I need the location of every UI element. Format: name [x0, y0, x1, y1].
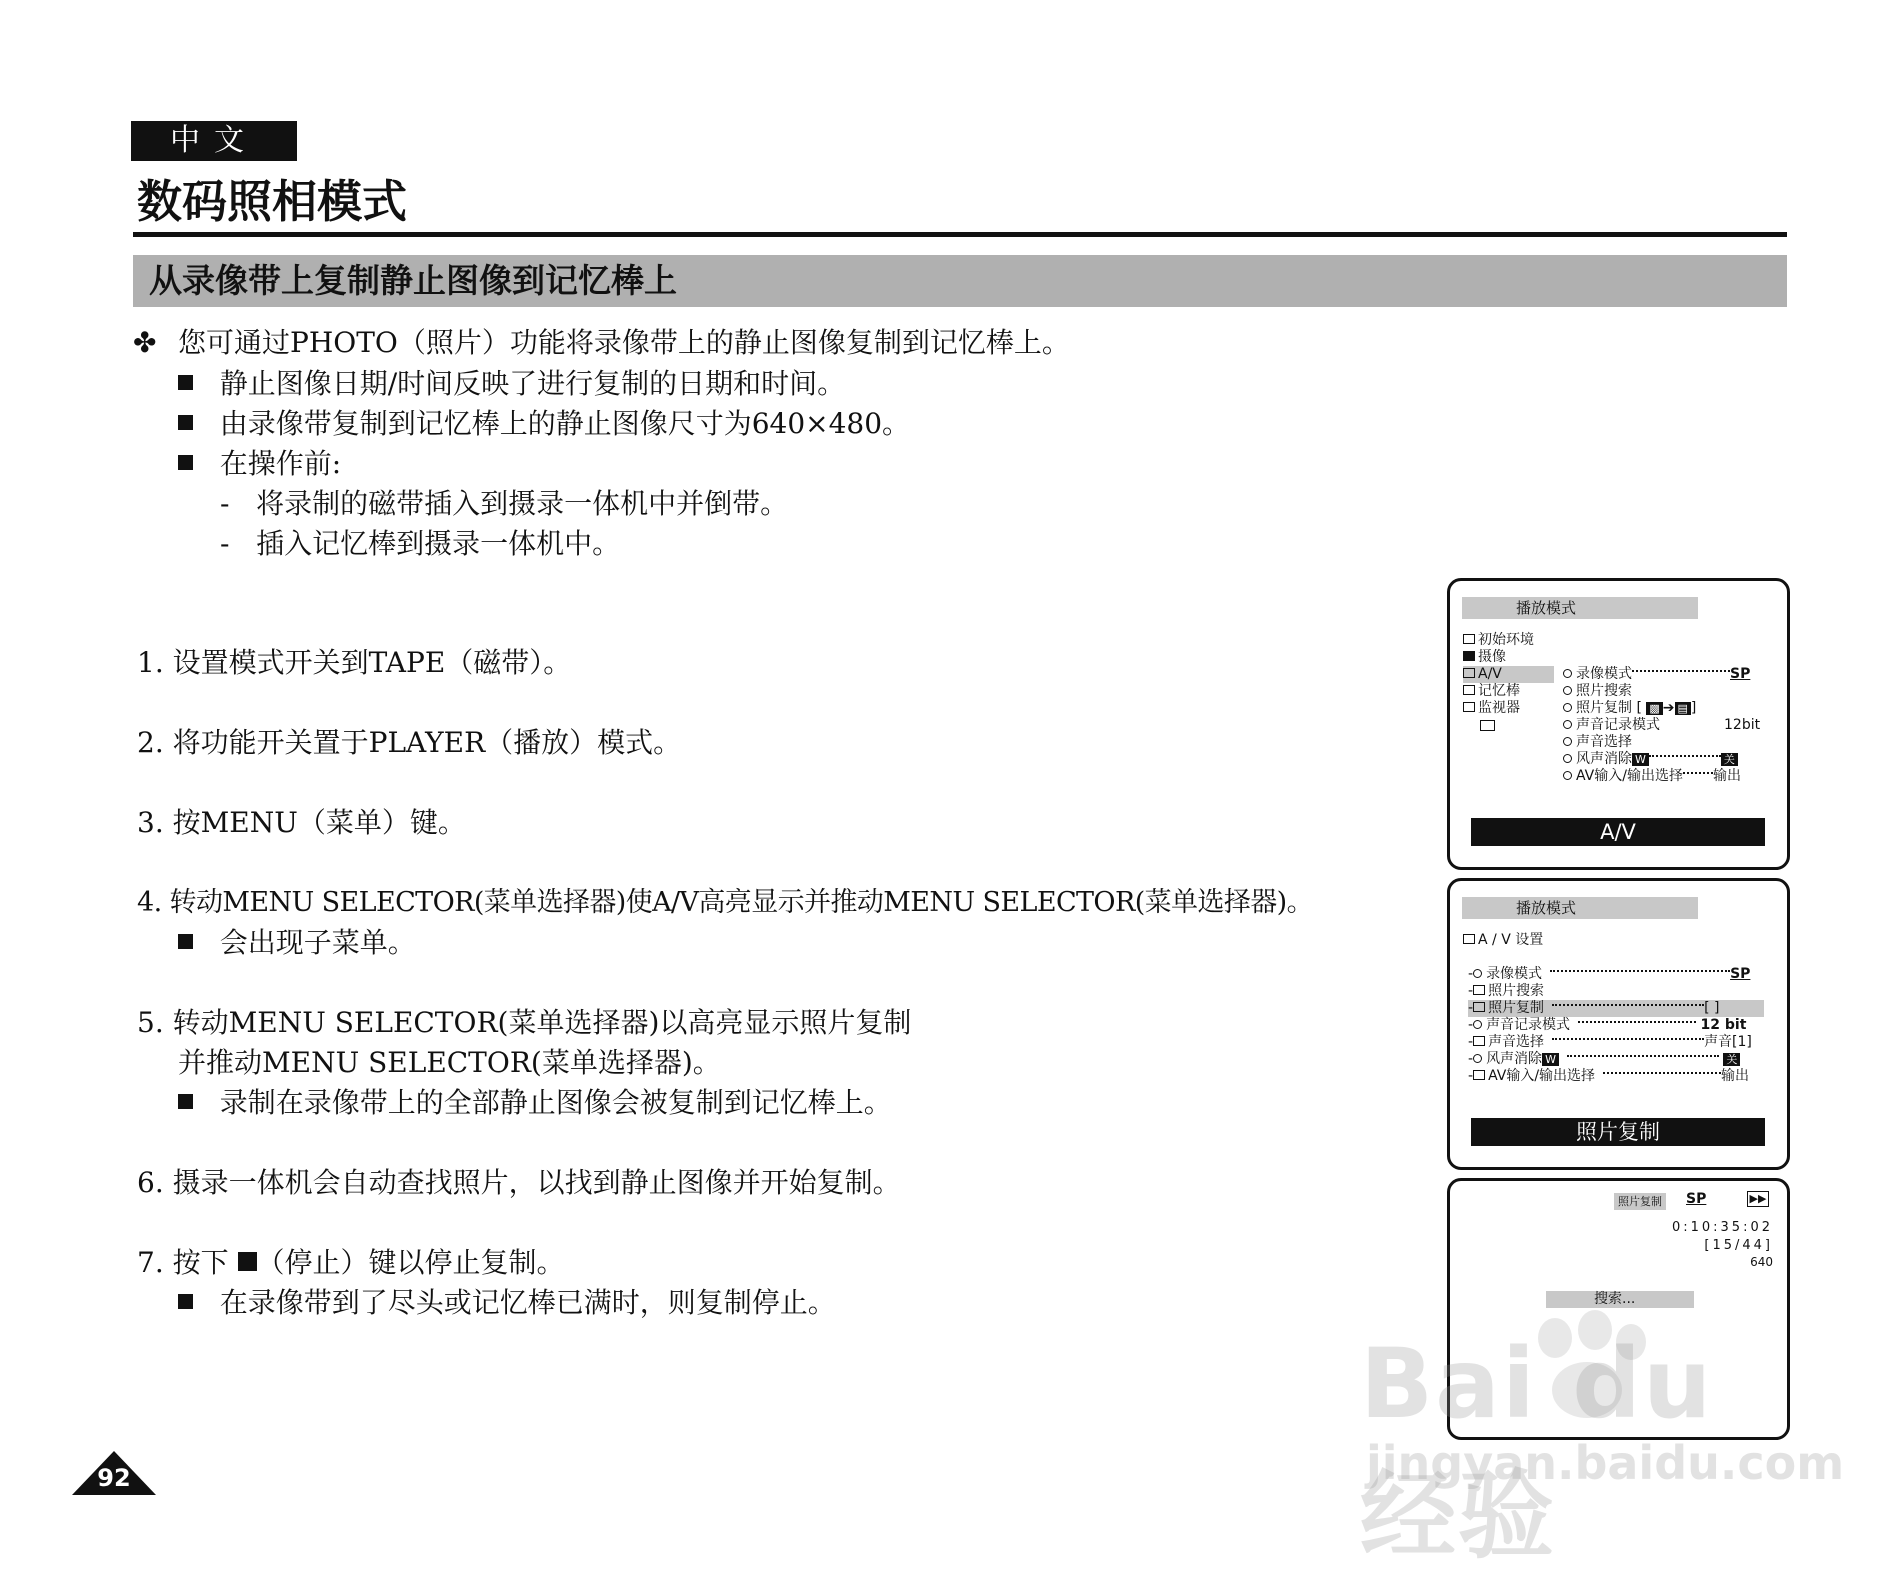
bullet-circle-icon [1473, 1054, 1482, 1063]
page-number: 92 [97, 1464, 131, 1492]
sub-item: 照片复制 [ ▩ ➔ ▤ ] [1563, 700, 1696, 717]
step-4: 4. 转动MENU SELECTOR(菜单选择器)使A/V高亮显示并推动MENU SELECTOR(菜单选择器)。 [137, 887, 1313, 918]
screen-footer: 照片复制 [1471, 1118, 1765, 1146]
step-5: 5. 转动MENU SELECTOR(菜单选择器)以高亮显示照片复制 [137, 1006, 912, 1039]
tape-mode: SP [1686, 1191, 1707, 1207]
menu-item-selected: A/V [1463, 666, 1554, 683]
intro-sub-item: - 将录制的磁带插入到摄录一体机中并倒带。 [220, 487, 789, 520]
folder-icon [1463, 668, 1475, 678]
intro-bullet: 静止图像日期/时间反映了进行复制的日期和时间。 [178, 364, 845, 404]
menu-item: 记忆棒 [1463, 683, 1520, 700]
step-7-note: 在录像带到了尽头或记忆棒已满时，则复制停止。 [178, 1283, 836, 1323]
step-5-note: 录制在录像带上的全部静止图像会被复制到记忆棒上。 [178, 1083, 892, 1123]
folder-icon [1463, 934, 1475, 944]
intro-sub-item: - 插入记忆棒到摄录一体机中。 [220, 527, 621, 560]
section-title: 从录像带上复制静止图像到记忆棒上 [149, 261, 677, 300]
bullet-circle-icon [1563, 686, 1572, 695]
photo-copy-tag: 照片复制 [1614, 1193, 1666, 1210]
folder-icon [1473, 1002, 1485, 1012]
sub-item: - 声音记录模式 12 bit [1468, 1017, 1747, 1033]
step-1: 1. 设置模式开关到TAPE（磁带）。 [137, 646, 572, 679]
folder-icon [1473, 1070, 1485, 1080]
menu-item: 摄像 [1463, 649, 1506, 666]
intro-bullet: 在操作前: [178, 444, 341, 484]
page-title: 数码照相模式 [137, 175, 408, 228]
square-bullet-icon [178, 455, 193, 470]
baidu-watermark [1360, 1318, 1845, 1572]
step-5-line2: 并推动MENU SELECTOR(菜单选择器)。 [178, 1046, 721, 1079]
screen-header: 播放模式 [1462, 897, 1698, 919]
sub-item: - 照片搜索 [1468, 983, 1545, 999]
fast-forward-icon: ▶▶ [1747, 1191, 1769, 1207]
section-bar [133, 255, 1787, 307]
bullet-circle-icon [1563, 737, 1572, 746]
square-bullet-icon [178, 1094, 193, 1109]
folder-icon [1473, 1036, 1485, 1046]
sub-item: 声音记录模式 [1563, 717, 1660, 734]
wind-icon: W [1632, 753, 1649, 766]
wind-icon: W [1542, 1053, 1559, 1066]
sub-item: - AV输入/输出选择 输出 [1468, 1068, 1750, 1084]
folder-icon [1463, 702, 1475, 712]
menu-screen-av [1447, 578, 1790, 870]
memory-stick-icon: ▤ [1675, 702, 1691, 715]
clover-icon: ✤ [133, 326, 157, 359]
title-divider [133, 232, 1787, 237]
sub-item: - 录像模式 SP [1468, 966, 1751, 982]
sub-item: 照片搜索 [1563, 683, 1632, 700]
photo-counter: [15/44] [1704, 1238, 1773, 1253]
bullet-circle-icon [1563, 703, 1572, 712]
step-2: 2. 将功能开关置于PLAYER（播放）模式。 [137, 726, 682, 759]
sub-item: - 声音选择 声音[1] [1468, 1034, 1752, 1050]
watermark-url: jingyan.baidu.com [1366, 1436, 1845, 1490]
menu-item: 初始环境 [1463, 632, 1534, 649]
sub-item: 风声消除 W 关 [1563, 751, 1738, 768]
step-3: 3. 按MENU（菜单）键。 [137, 806, 466, 839]
watermark-brand: Bai du 经验 [1360, 1328, 1714, 1572]
bullet-circle-icon [1473, 969, 1482, 978]
bullet-circle-icon [1563, 669, 1572, 678]
sub-item-selected: - 照片复制 [ ] [1468, 1000, 1764, 1017]
sub-item: AV输入/输出选择 输出 [1563, 768, 1741, 785]
square-bullet-icon [178, 934, 193, 949]
square-bullet-icon [178, 415, 193, 430]
menu-screen-photo-copy [1447, 878, 1790, 1170]
timecode: 0:10:35:02 [1671, 1220, 1773, 1235]
off-badge: 关 [1721, 753, 1738, 766]
bullet-circle-icon [1563, 720, 1572, 729]
stop-square-icon [238, 1252, 257, 1271]
square-bullet-icon [178, 375, 193, 390]
image-size: 640 [1750, 1255, 1773, 1269]
square-bullet-icon [178, 1294, 193, 1309]
sub-item: - 风声消除 W 关 [1468, 1051, 1740, 1068]
bullet-circle-icon [1473, 1020, 1482, 1029]
sub-item: 声音选择 [1563, 734, 1632, 751]
folder-icon [1463, 685, 1475, 695]
screen-header: 播放模式 [1462, 597, 1698, 619]
step-6: 6. 摄录一体机会自动查找照片，以找到静止图像并开始复制。 [137, 1166, 901, 1199]
intro-bullet: 由录像带复制到记忆棒上的静止图像尺寸为640×480。 [178, 404, 910, 444]
sub-item-value: 12bit [1724, 717, 1761, 733]
tape-icon: ▩ [1646, 702, 1662, 715]
step-7: 7. 按下 （停止）键以停止复制。 [137, 1246, 565, 1279]
monitor-icon [1480, 718, 1498, 735]
screen-footer: A/V [1471, 818, 1765, 846]
step-4-note: 会出现子菜单。 [178, 923, 416, 963]
menu-item: 监视器 [1463, 700, 1520, 717]
bullet-circle-icon [1563, 754, 1572, 763]
submenu-title: A / V 设置 [1463, 932, 1543, 949]
folder-icon [1473, 985, 1485, 995]
language-tag: 中文 [131, 121, 297, 161]
folder-icon [1463, 634, 1475, 644]
intro-lead: 您可通过PHOTO（照片）功能将录像带上的静止图像复制到记忆棒上。 [178, 326, 1070, 359]
bullet-circle-icon [1563, 771, 1572, 780]
off-badge: 关 [1723, 1053, 1740, 1066]
camera-folder-icon [1463, 651, 1475, 661]
search-status: 搜索... [1546, 1291, 1694, 1308]
sub-item: 录像模式 SP [1563, 666, 1750, 683]
